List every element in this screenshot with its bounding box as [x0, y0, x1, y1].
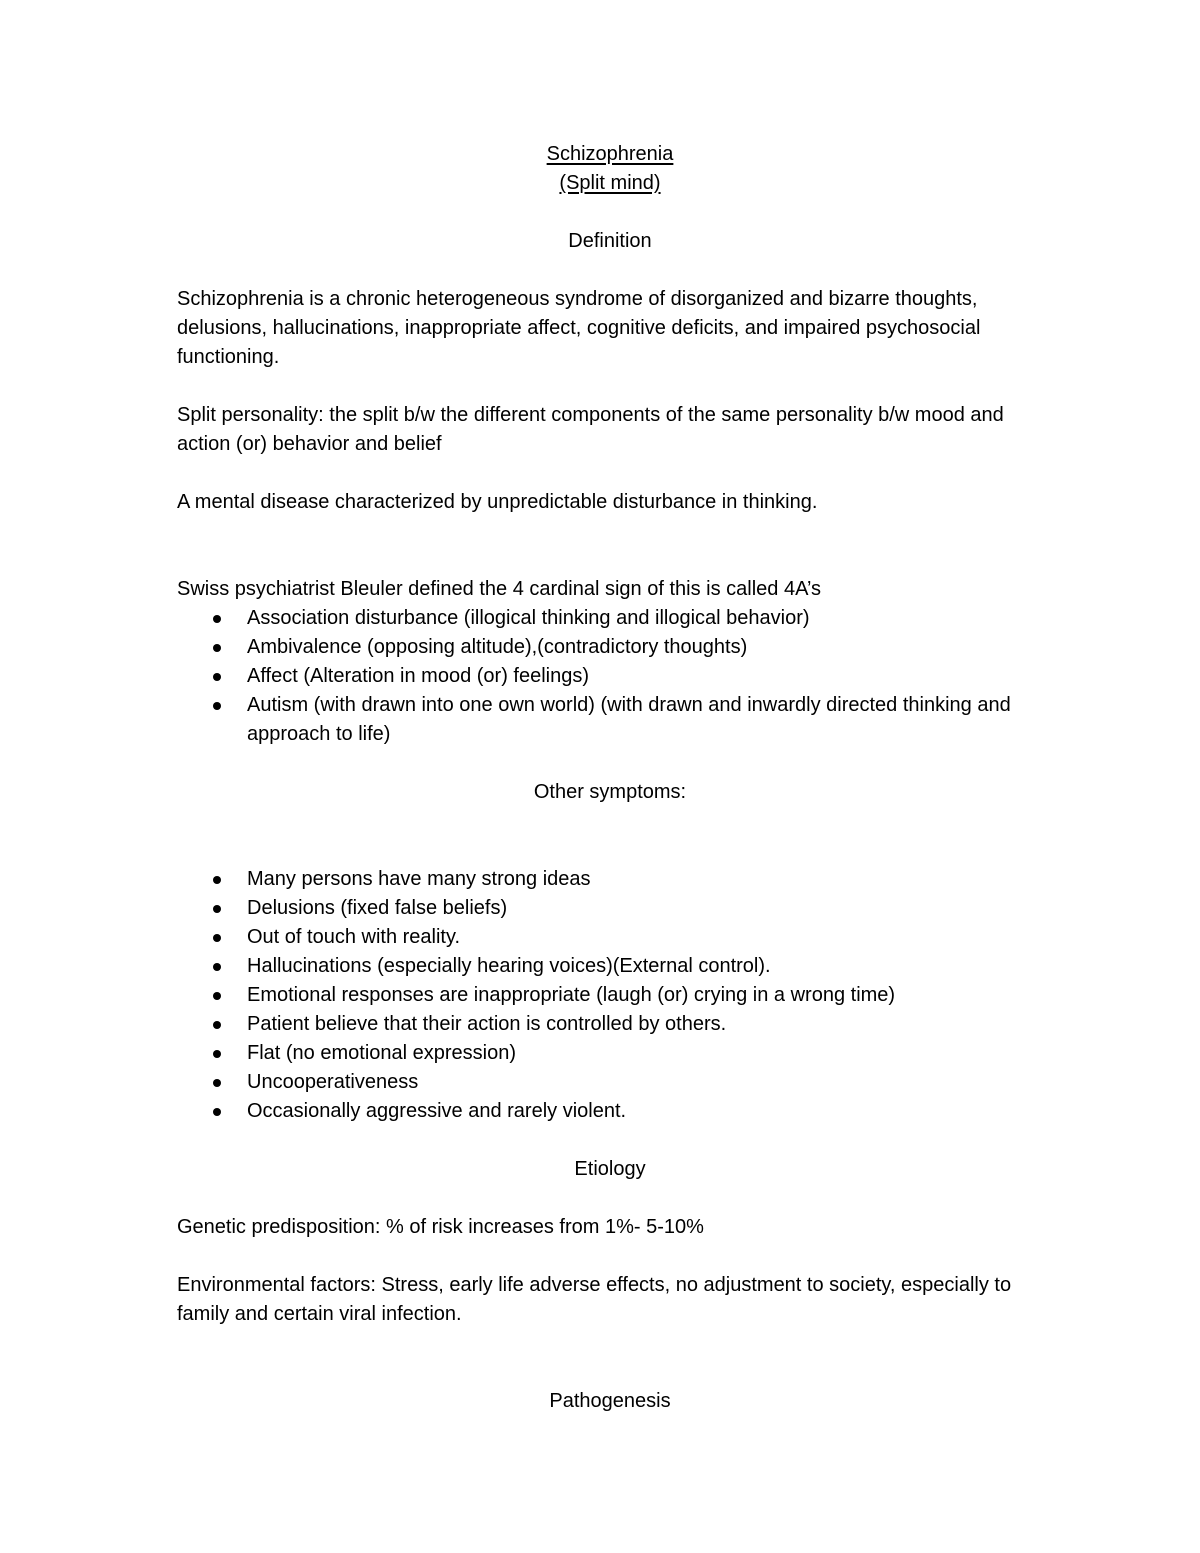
- split-personality-paragraph: Split personality: the split b/w the different components of the same personality b/w mood and action (or) behavior and belief: [177, 404, 1004, 455]
- document-subtitle: (Split mind): [559, 172, 661, 194]
- pathogenesis-heading: Pathogenesis: [549, 1390, 671, 1412]
- list-item: Uncooperativeness: [177, 1068, 1057, 1097]
- list-item: Autism (with drawn into one own world) (with drawn and inwardly directed thinking and approach to life): [177, 691, 1057, 749]
- list-item: Affect (Alteration in mood (or) feelings): [177, 662, 1057, 691]
- list-item: Flat (no emotional expression): [177, 1039, 1057, 1068]
- document-body: [177, 140, 1057, 1416]
- document-title: Schizophrenia: [546, 143, 674, 165]
- list-item: Patient believe that their action is controlled by others.: [177, 1010, 1057, 1039]
- list-item: Ambivalence (opposing altitude),(contradictory thoughts): [177, 633, 1057, 662]
- genetic-paragraph: Genetic predisposition: % of risk increases from 1%- 5-10%: [177, 1216, 704, 1238]
- definition-paragraph: Schizophrenia is a chronic heterogeneous syndrome of disorganized and bizarre thoughts, delusions, hallucinations, inappropriate affect, cognitive deficits, and impaired psychosocial functioning.: [177, 288, 981, 368]
- list-item: Emotional responses are inappropriate (laugh (or) crying in a wrong time): [177, 981, 1057, 1010]
- environmental-paragraph: Environmental factors: Stress, early life adverse effects, no adjustment to society, especially to family and certain viral infection.: [177, 1274, 1012, 1325]
- list-item: Out of touch with reality.: [177, 923, 1057, 952]
- definition-heading: Definition: [568, 230, 652, 252]
- four-a-list: [177, 604, 1057, 749]
- list-item: Occasionally aggressive and rarely violent.: [177, 1097, 1057, 1126]
- list-item: Many persons have many strong ideas: [177, 865, 1057, 894]
- bleuler-intro: Swiss psychiatrist Bleuler defined the 4 cardinal sign of this is called 4A’s: [177, 578, 822, 600]
- mental-disease-paragraph: A mental disease characterized by unpredictable disturbance in thinking.: [177, 491, 818, 513]
- list-item: Delusions (fixed false beliefs): [177, 894, 1057, 923]
- other-symptoms-list: [177, 865, 1057, 1126]
- etiology-heading: Etiology: [574, 1158, 646, 1180]
- other-symptoms-heading: Other symptoms:: [533, 781, 687, 803]
- list-item: Association disturbance (illogical thinking and illogical behavior): [177, 604, 1057, 633]
- list-item: Hallucinations (especially hearing voices)(External control).: [177, 952, 1057, 981]
